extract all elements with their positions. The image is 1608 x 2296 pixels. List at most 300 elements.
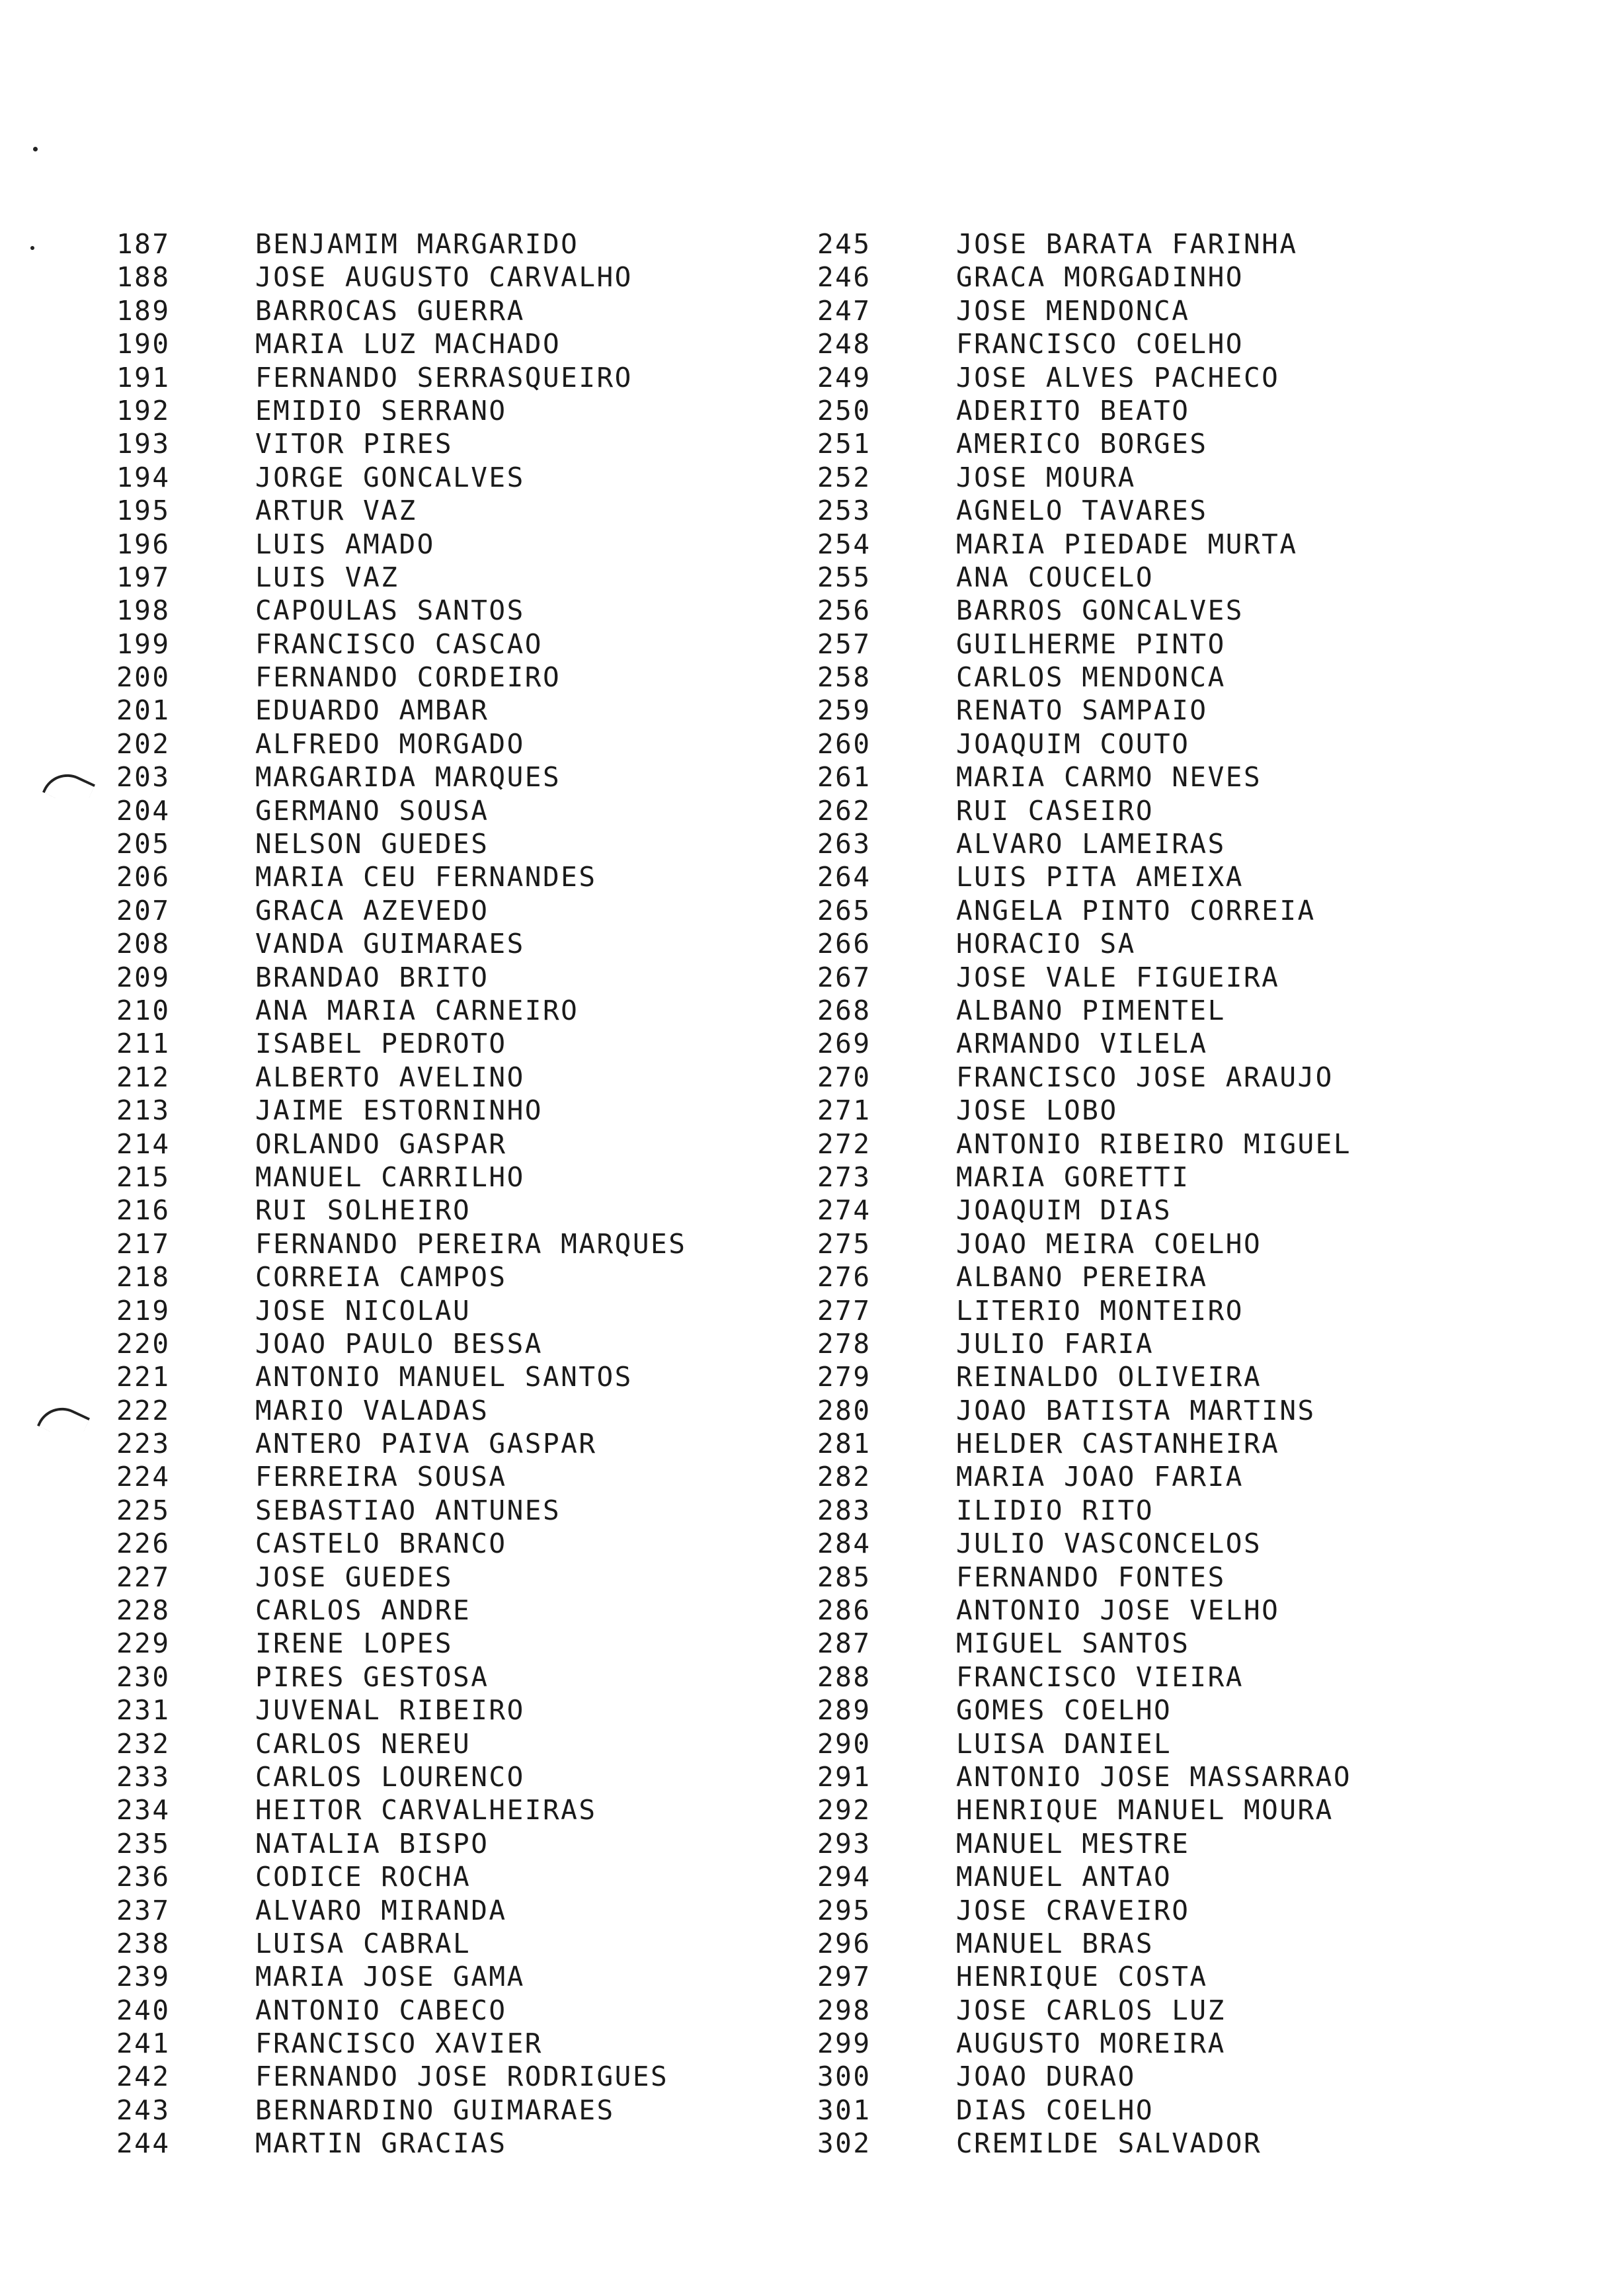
list-item (817, 1327, 1351, 1360)
entry-name: BERNARDINO GUIMARAES (255, 2094, 615, 2126)
entry-number: 227 (116, 1561, 171, 1593)
entry-number: 297 (817, 1961, 871, 1993)
entry-number: 244 (116, 2127, 171, 2160)
list-item (817, 1860, 1351, 1893)
entry-number: 282 (817, 1461, 871, 1493)
entry-number: 295 (817, 1894, 871, 1926)
hole-punch-mark (42, 766, 95, 811)
list-item (116, 227, 686, 261)
entry-name: MARTIN GRACIAS (255, 2127, 507, 2160)
entry-name: HEITOR CARVALHEIRAS (255, 1794, 597, 1826)
entry-name: CARLOS MENDONCA (956, 661, 1226, 694)
entry-number: 248 (817, 328, 871, 360)
entry-name: FERNANDO PEREIRA MARQUES (255, 1227, 687, 1260)
list-item (116, 827, 686, 860)
list-item (817, 894, 1351, 927)
entry-name: JOAQUIM COUTO (956, 727, 1190, 760)
list-item (817, 1994, 1351, 2027)
list-item (116, 994, 686, 1027)
list-item (817, 461, 1351, 494)
list-item (116, 1927, 686, 1960)
entry-number: 217 (116, 1227, 171, 1260)
list-item (116, 594, 686, 627)
list-item (116, 961, 686, 994)
list-item (116, 1294, 686, 1327)
entry-name: JOSE CRAVEIRO (956, 1894, 1190, 1926)
list-item (817, 2027, 1351, 2060)
entry-number: 196 (116, 528, 171, 560)
entry-name: IRENE LOPES (255, 1627, 454, 1660)
entry-name: ARMANDO VILELA (956, 1028, 1208, 1060)
list-item (116, 361, 686, 394)
entry-number: 224 (116, 1461, 171, 1493)
entry-number: 199 (116, 628, 171, 660)
entry-number: 301 (817, 2094, 871, 2126)
list-item (817, 961, 1351, 994)
list-item (817, 1294, 1351, 1327)
entry-name: MANUEL ANTAO (956, 1861, 1172, 1893)
list-item (116, 1027, 686, 1060)
entry-number: 220 (116, 1327, 171, 1360)
list-item (817, 661, 1351, 694)
entry-number: 192 (116, 394, 171, 427)
entry-number: 245 (817, 228, 871, 260)
list-item (116, 628, 686, 661)
entry-name: NATALIA BISPO (255, 1827, 489, 1860)
list-item (817, 1128, 1351, 1161)
entry-name: FERNANDO SERRASQUEIRO (255, 361, 633, 393)
entry-number: 213 (116, 1094, 171, 1127)
entry-name: NELSON GUEDES (255, 828, 489, 860)
entry-name: ANTONIO CABECO (255, 1994, 507, 2026)
entry-name: HENRIQUE COSTA (956, 1961, 1208, 1993)
entry-number: 274 (817, 1194, 871, 1227)
entry-number: 198 (116, 594, 171, 627)
entry-name: JOSE GUEDES (255, 1561, 454, 1593)
entry-number: 271 (817, 1094, 871, 1127)
entry-number: 296 (817, 1927, 871, 1959)
entry-number: 285 (817, 1561, 871, 1593)
entry-number: 228 (116, 1594, 171, 1627)
list-item (116, 2094, 686, 2127)
list-item (116, 1527, 686, 1560)
entry-name: ALVARO MIRANDA (255, 1894, 507, 1926)
list-item (116, 794, 686, 827)
entry-number: 288 (817, 1660, 871, 1693)
list-item (116, 1161, 686, 1194)
entry-number: 280 (817, 1394, 871, 1426)
entry-number: 241 (116, 2028, 171, 2060)
entry-number: 246 (817, 261, 871, 294)
entry-name: FRANCISCO CASCAO (255, 628, 543, 660)
entry-name: BRANDAO BRITO (255, 961, 489, 993)
entry-name: ALBERTO AVELINO (255, 1061, 525, 1093)
entry-number: 193 (116, 428, 171, 460)
entry-number: 238 (116, 1927, 171, 1959)
entry-name: GOMES COELHO (956, 1694, 1172, 1727)
entry-number: 208 (116, 928, 171, 960)
entry-number: 239 (116, 1961, 171, 1993)
list-item (817, 1161, 1351, 1194)
names-list-right-column (817, 227, 1351, 2160)
entry-number: 269 (817, 1028, 871, 1060)
scan-dot-mark (30, 246, 34, 250)
entry-name: CORREIA CAMPOS (255, 1261, 507, 1293)
entry-number: 233 (116, 1760, 171, 1793)
entry-name: ANGELA PINTO CORREIA (956, 894, 1316, 926)
list-item (817, 1594, 1351, 1627)
entry-name: MANUEL MESTRE (956, 1827, 1190, 1860)
entry-name: MANUEL CARRILHO (255, 1161, 525, 1193)
list-item (116, 1793, 686, 1826)
list-item (817, 1927, 1351, 1960)
entry-name: ALVARO LAMEIRAS (956, 828, 1226, 860)
entry-number: 190 (116, 328, 171, 360)
entry-number: 207 (116, 894, 171, 926)
list-item (116, 661, 686, 694)
entry-number: 219 (116, 1294, 171, 1327)
entry-name: GUILHERME PINTO (956, 628, 1226, 660)
entry-name: MARIA LUZ MACHADO (255, 328, 561, 360)
list-item (116, 1194, 686, 1227)
entry-name: ARTUR VAZ (255, 495, 417, 527)
entry-number: 278 (817, 1327, 871, 1360)
entry-number: 197 (116, 561, 171, 593)
list-item (116, 2027, 686, 2060)
list-item (817, 1561, 1351, 1594)
entry-number: 257 (817, 628, 871, 660)
list-item (817, 628, 1351, 661)
entry-number: 267 (817, 961, 871, 993)
entry-name: BARROCAS GUERRA (255, 294, 525, 327)
entry-number: 187 (116, 228, 171, 260)
entry-name: LUIS VAZ (255, 561, 399, 593)
entry-number: 258 (817, 661, 871, 694)
list-item (116, 1427, 686, 1460)
entry-name: ANA COUCELO (956, 561, 1154, 593)
entry-number: 216 (116, 1194, 171, 1227)
entry-name: BARROS GONCALVES (956, 594, 1244, 627)
list-item (116, 2060, 686, 2093)
entry-number: 236 (116, 1861, 171, 1893)
entry-name: JOAO DURAO (956, 2061, 1136, 2093)
list-item (817, 1660, 1351, 1694)
entry-name: HENRIQUE MANUEL MOURA (956, 1794, 1334, 1826)
list-item (817, 528, 1351, 561)
list-item (817, 927, 1351, 960)
entry-name: FRANCISCO JOSE ARAUJO (956, 1061, 1334, 1093)
list-item (116, 1727, 686, 1760)
list-item (817, 594, 1351, 627)
entry-name: ORLANDO GASPAR (255, 1128, 507, 1160)
entry-number: 204 (116, 794, 171, 827)
list-item (817, 1427, 1351, 1460)
entry-name: JOSE NICOLAU (255, 1294, 471, 1327)
entry-name: MARIA CEU FERNANDES (255, 861, 597, 893)
list-item (817, 394, 1351, 427)
entry-name: AMERICO BORGES (956, 428, 1208, 460)
entry-name: LUIS AMADO (255, 528, 435, 560)
entry-number: 249 (817, 361, 871, 393)
entry-number: 253 (817, 495, 871, 527)
list-item (116, 1094, 686, 1127)
entry-name: CREMILDE SALVADOR (956, 2127, 1262, 2160)
entry-number: 299 (817, 2028, 871, 2060)
entry-number: 247 (817, 294, 871, 327)
entry-name: REINALDO OLIVEIRA (956, 1361, 1262, 1393)
entry-name: JOSE VALE FIGUEIRA (956, 961, 1280, 993)
entry-name: ISABEL PEDROTO (255, 1028, 507, 1060)
entry-number: 261 (817, 761, 871, 794)
entry-number: 255 (817, 561, 871, 593)
list-item (817, 794, 1351, 827)
entry-name: GERMANO SOUSA (255, 794, 489, 827)
list-item (116, 1327, 686, 1360)
entry-name: JOSE CARLOS LUZ (956, 1994, 1226, 2026)
entry-name: JOSE ALVES PACHECO (956, 361, 1280, 393)
entry-name: AUGUSTO MOREIRA (956, 2028, 1226, 2060)
entry-name: FERNANDO FONTES (956, 1561, 1226, 1593)
list-item (817, 1694, 1351, 1727)
entry-name: DIAS COELHO (956, 2094, 1154, 2126)
list-item (116, 461, 686, 494)
entry-name: MARIA JOSE GAMA (255, 1961, 525, 1993)
entry-name: CAPOULAS SANTOS (255, 594, 525, 627)
entry-number: 276 (817, 1261, 871, 1293)
entry-name: JOSE AUGUSTO CARVALHO (255, 261, 633, 294)
entry-number: 221 (116, 1361, 171, 1393)
list-item (116, 261, 686, 294)
entry-name: ANTONIO JOSE MASSARRAO (956, 1760, 1352, 1793)
list-item (116, 394, 686, 427)
entry-number: 252 (817, 461, 871, 493)
entry-name: MARIO VALADAS (255, 1394, 489, 1426)
list-item (817, 694, 1351, 727)
list-item (116, 1460, 686, 1493)
names-list-left-column (116, 227, 686, 2160)
list-item (817, 1894, 1351, 1927)
list-item (817, 294, 1351, 327)
entry-number: 235 (116, 1827, 171, 1860)
list-item (817, 1027, 1351, 1060)
list-item (116, 1827, 686, 1860)
list-item (116, 760, 686, 794)
entry-number: 287 (817, 1627, 871, 1660)
entry-number: 214 (116, 1128, 171, 1160)
list-item (116, 1760, 686, 1793)
list-item (817, 1494, 1351, 1527)
list-item (116, 1860, 686, 1893)
entry-name: VITOR PIRES (255, 428, 454, 460)
list-item (817, 1760, 1351, 1793)
entry-name: VANDA GUIMARAES (255, 928, 525, 960)
entry-name: ANTONIO MANUEL SANTOS (255, 1361, 633, 1393)
entry-number: 273 (817, 1161, 871, 1193)
hole-punch-mark (37, 1399, 90, 1445)
entry-name: JOAQUIM DIAS (956, 1194, 1172, 1227)
entry-name: JAIME ESTORNINHO (255, 1094, 543, 1127)
entry-number: 292 (817, 1794, 871, 1826)
entry-name: FERREIRA SOUSA (255, 1461, 507, 1493)
list-item (116, 1561, 686, 1594)
list-item (116, 327, 686, 360)
entry-number: 251 (817, 428, 871, 460)
list-item (116, 2127, 686, 2160)
list-item (817, 1227, 1351, 1260)
entry-number: 243 (116, 2094, 171, 2126)
entry-name: JOAO PAULO BESSA (255, 1327, 543, 1360)
entry-number: 230 (116, 1660, 171, 1693)
entry-number: 195 (116, 495, 171, 527)
entry-number: 209 (116, 961, 171, 993)
list-item (817, 1793, 1351, 1826)
list-item (817, 1194, 1351, 1227)
list-item (817, 1260, 1351, 1293)
entry-number: 189 (116, 294, 171, 327)
entry-name: MARIA GORETTI (956, 1161, 1190, 1193)
list-item (116, 694, 686, 727)
list-item (116, 1360, 686, 1393)
entry-name: ANTONIO RIBEIRO MIGUEL (956, 1128, 1352, 1160)
entry-name: JOSE BARATA FARINHA (956, 228, 1298, 260)
entry-name: JOSE MOURA (956, 461, 1136, 493)
list-item (817, 1527, 1351, 1560)
entry-number: 272 (817, 1128, 871, 1160)
list-item (116, 1494, 686, 1527)
entry-number: 202 (116, 727, 171, 760)
list-item (817, 860, 1351, 893)
entry-number: 290 (817, 1727, 871, 1760)
entry-name: CARLOS LOURENCO (255, 1760, 525, 1793)
entry-name: MIGUEL SANTOS (956, 1627, 1190, 1660)
entry-name: JOSE MENDONCA (956, 294, 1190, 327)
list-item (116, 1627, 686, 1660)
list-item (817, 1360, 1351, 1393)
entry-number: 212 (116, 1061, 171, 1093)
entry-name: MARGARIDA MARQUES (255, 761, 561, 794)
entry-name: EDUARDO AMBAR (255, 694, 489, 727)
entry-number: 232 (116, 1727, 171, 1760)
entry-number: 262 (817, 794, 871, 827)
entry-number: 283 (817, 1494, 871, 1526)
entry-number: 201 (116, 694, 171, 727)
entry-number: 188 (116, 261, 171, 294)
entry-number: 234 (116, 1794, 171, 1826)
entry-name: FRANCISCO XAVIER (255, 2028, 543, 2060)
list-item (817, 1460, 1351, 1493)
entry-number: 264 (817, 861, 871, 893)
list-item (817, 227, 1351, 261)
entry-number: 223 (116, 1428, 171, 1460)
entry-name: GRACA MORGADINHO (956, 261, 1244, 294)
entry-number: 265 (817, 894, 871, 926)
entry-number: 218 (116, 1261, 171, 1293)
entry-number: 277 (817, 1294, 871, 1327)
entry-number: 256 (817, 594, 871, 627)
entry-number: 266 (817, 928, 871, 960)
entry-name: JOAO MEIRA COELHO (956, 1227, 1262, 1260)
entry-number: 222 (116, 1394, 171, 1426)
entry-name: RUI CASEIRO (956, 794, 1154, 827)
list-item (116, 860, 686, 893)
entry-number: 250 (817, 394, 871, 427)
list-item (116, 1128, 686, 1161)
entry-number: 289 (817, 1694, 871, 1727)
entry-name: CODICE ROCHA (255, 1861, 471, 1893)
list-item (116, 1227, 686, 1260)
entry-name: MARIA CARMO NEVES (956, 761, 1262, 794)
entry-name: CARLOS ANDRE (255, 1594, 471, 1627)
entry-number: 300 (817, 2061, 871, 2093)
list-item (116, 1994, 686, 2027)
entry-name: FRANCISCO COELHO (956, 328, 1244, 360)
list-item (116, 528, 686, 561)
list-item (116, 894, 686, 927)
entry-name: CARLOS NEREU (255, 1727, 471, 1760)
list-item (817, 1627, 1351, 1660)
entry-name: JULIO VASCONCELOS (956, 1528, 1262, 1560)
entry-name: FRANCISCO VIEIRA (956, 1660, 1244, 1693)
entry-name: FERNANDO JOSE RODRIGUES (255, 2061, 669, 2093)
list-item (817, 1094, 1351, 1127)
entry-number: 191 (116, 361, 171, 393)
entry-name: BENJAMIM MARGARIDO (255, 228, 579, 260)
list-item (817, 494, 1351, 527)
list-item (817, 994, 1351, 1027)
list-item (116, 1260, 686, 1293)
list-item (116, 427, 686, 460)
entry-name: HORACIO SA (956, 928, 1136, 960)
entry-name: RUI SOLHEIRO (255, 1194, 471, 1227)
list-item (817, 427, 1351, 460)
entry-number: 226 (116, 1528, 171, 1560)
list-item (116, 727, 686, 760)
entry-number: 275 (817, 1227, 871, 1260)
list-item (817, 361, 1351, 394)
entry-number: 210 (116, 994, 171, 1026)
entry-name: LUIS PITA AMEIXA (956, 861, 1244, 893)
list-item (817, 2094, 1351, 2127)
entry-name: ANTERO PAIVA GASPAR (255, 1428, 597, 1460)
entry-name: FERNANDO CORDEIRO (255, 661, 561, 694)
entry-name: JUVENAL RIBEIRO (255, 1694, 525, 1727)
entry-number: 270 (817, 1061, 871, 1093)
entry-name: JULIO FARIA (956, 1327, 1154, 1360)
scan-dot-mark (33, 147, 38, 151)
list-item (817, 1727, 1351, 1760)
list-item (116, 294, 686, 327)
entry-name: GRACA AZEVEDO (255, 894, 489, 926)
entry-name: AGNELO TAVARES (956, 495, 1208, 527)
entry-number: 291 (817, 1760, 871, 1793)
list-item (116, 494, 686, 527)
entry-name: SEBASTIAO ANTUNES (255, 1494, 561, 1526)
list-item (116, 1660, 686, 1694)
list-item (817, 261, 1351, 294)
entry-name: LUISA DANIEL (956, 1727, 1172, 1760)
entry-name: LUISA CABRAL (255, 1927, 471, 1959)
entry-name: ADERITO BEATO (956, 394, 1190, 427)
list-item (817, 1394, 1351, 1427)
entry-number: 263 (817, 828, 871, 860)
entry-number: 298 (817, 1994, 871, 2026)
list-item (817, 2127, 1351, 2160)
list-item (817, 727, 1351, 760)
list-item (116, 1594, 686, 1627)
entry-number: 229 (116, 1627, 171, 1660)
entry-name: ILIDIO RITO (956, 1494, 1154, 1526)
entry-name: MARIA JOAO FARIA (956, 1461, 1244, 1493)
